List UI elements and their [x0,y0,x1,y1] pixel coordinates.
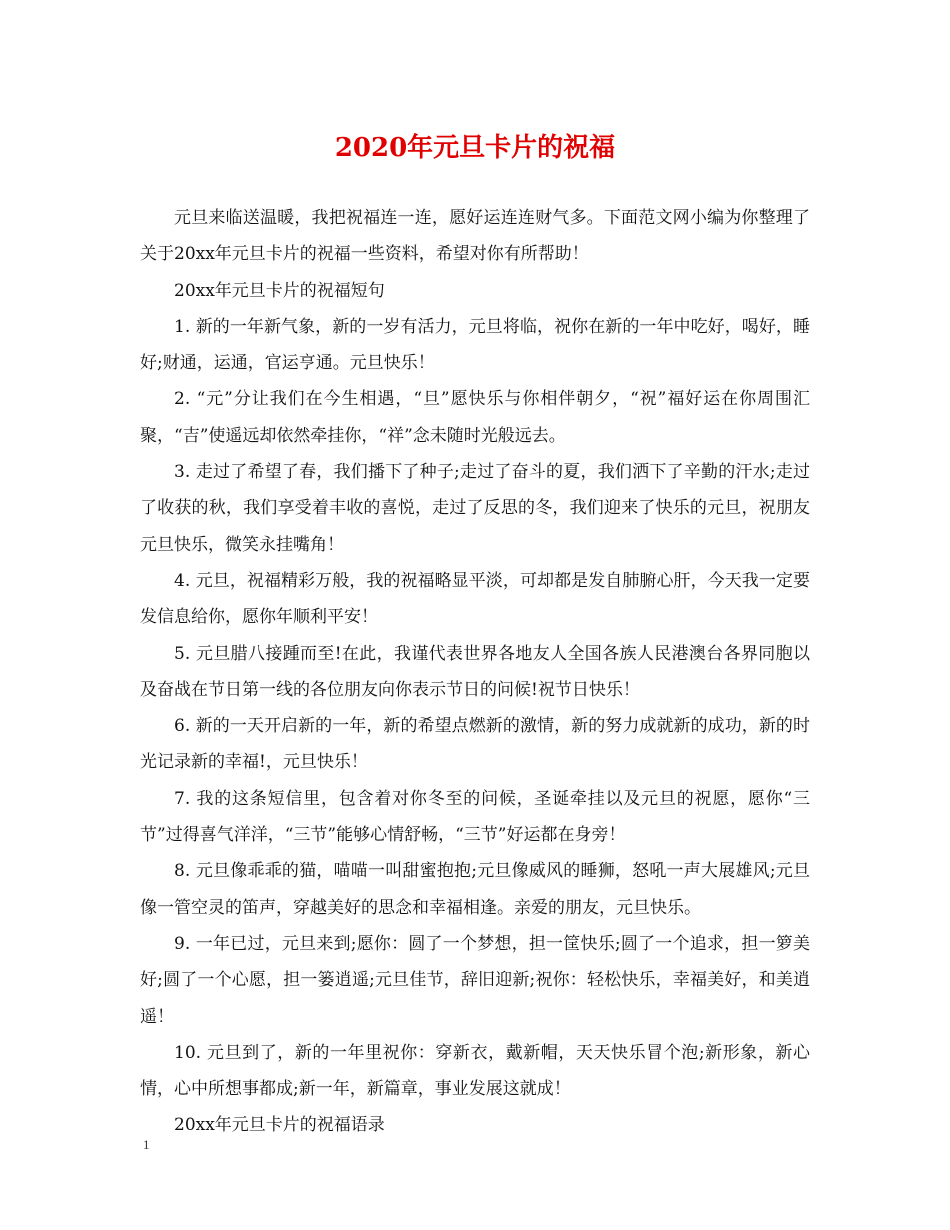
wish-item-4: 4. 元旦，祝福精彩万般，我的祝福略显平淡，可却都是发自肺腑心肝，今天我一定要发信息给你，愿你年顺利平安！ [140,570,810,628]
wish-item-1: 1. 新的一年新气象，新的一岁有活力，元旦将临，祝你在新的一年中吃好，喝好，睡好;财通，运通，官运亨通。元旦快乐！ [140,316,810,374]
page-number: 1 [143,1137,150,1152]
wish-item-6: 6. 新的一天开启新的一年，新的希望点燃新的激情，新的努力成就新的成功，新的时光记录新的幸福!，元旦快乐！ [140,716,810,773]
page-title: 2020年元旦卡片的祝福 [334,133,616,163]
wish-item-8: 8. 元旦像乖乖的猫，喵喵一叫甜蜜抱抱;元旦像威风的睡狮，怒吼一声大展雄风;元旦像一管空灵的笛声，穿越美好的思念和幸福相逢。亲爱的朋友，元旦快乐。 [140,861,810,918]
section-heading-short-wishes: 20xx年元旦卡片的祝福短句 [174,280,385,301]
document-body [140,200,810,1144]
wish-item-3: 3. 走过了希望了春，我们播下了种子;走过了奋斗的夏，我们洒下了辛勤的汗水;走过了收获的秋，我们享受着丰收的喜悦，走过了反思的冬，我们迎来了快乐的元旦，祝朋友元旦快乐，微笑永挂嘴角！ [140,462,810,555]
section-heading-quotes: 20xx年元旦卡片的祝福语录 [174,1115,385,1136]
wish-item-5: 5. 元旦腊八接踵而至!在此，我谨代表世界各地友人全国各族人民港澳台各界同胞以及奋战在节日第一线的各位朋友向你表示节日的问候!祝节日快乐！ [140,643,810,700]
wish-item-9: 9. 一年已过，元旦来到;愿你：圆了一个梦想，担一筐快乐;圆了一个追求，担一箩美好;圆了一个心愿，担一篓逍遥;元旦佳节，辞旧迎新;祝你：轻松快乐，幸福美好，和美逍遥！ [140,933,810,1027]
wish-item-2: 2. “元”分让我们在今生相遇，“旦”愿快乐与你相伴朝夕，“祝”福好运在你周围汇聚，“吉”使遥远却依然牵挂你，“祥”念未随时光般远去。 [140,389,810,446]
paragraph-intro: 元旦来临送温暖，我把祝福连一连，愿好运连连财气多。下面范文网小编为你整理了关于20xx年元旦卡片的祝福一些资料，希望对你有所帮助！ [140,208,810,265]
wish-item-10: 10. 元旦到了，新的一年里祝你：穿新衣，戴新帽，天天快乐冒个泡;新形象，新心情，心中所想事都成;新一年，新篇章，事业发展这就成！ [140,1042,810,1100]
wish-item-7: 7. 我的这条短信里，包含着对你冬至的问候，圣诞牵挂以及元旦的祝愿，愿你“三节”过得喜气洋洋，“三节”能够心情舒畅，“三节”好运都在身旁！ [140,788,810,846]
